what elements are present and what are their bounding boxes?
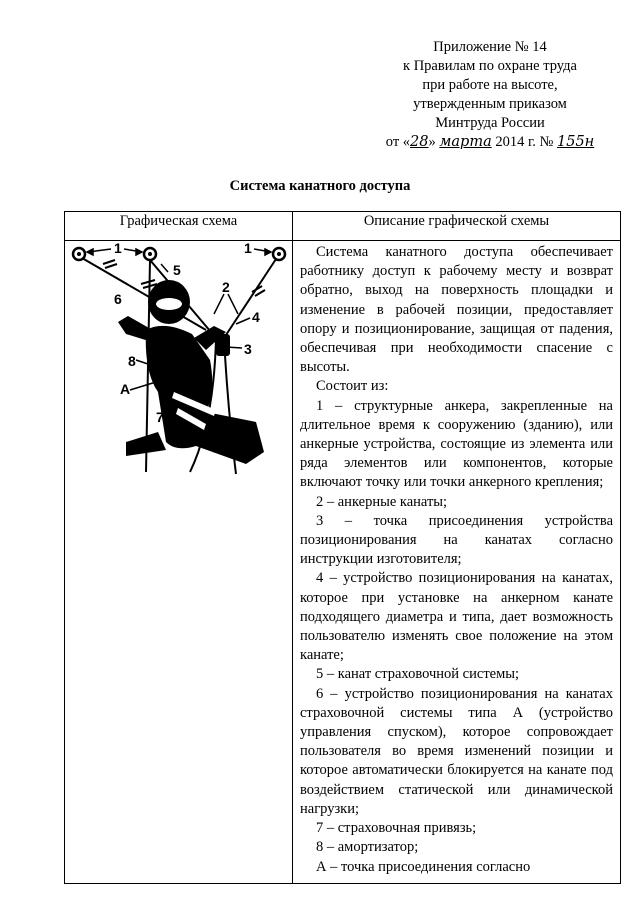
approval-block (340, 38, 640, 152)
description-paragraph: 1 – структурные анкера, закрепленные на длительное время к сооружению (зданию), или анкерные устройства, состоящие из элемента или ряда элементов или компонентов, которые включают точку или точки анкерного крепления; (300, 397, 613, 491)
description-paragraph: 8 – амортизатор; (316, 839, 419, 856)
label-4: 4 (252, 309, 260, 325)
label-7: 7 (156, 409, 164, 425)
appendix-rules: к Правилам по охране труда (403, 58, 577, 74)
description-paragraph: 4 – устройство позиционирования на канатах, которое при установке на анкерном канате подходящего диаметра и типа, дает возможность пользователю изменять свое положение на этом канате; (300, 570, 613, 664)
appendix-scope: при работе на высоте, (422, 77, 558, 93)
description-paragraph: Состоит из: (316, 378, 389, 395)
label-1b: 1 (244, 242, 252, 256)
order-number: 155н (557, 134, 595, 150)
description-paragraph: 7 – страховочная привязь; (316, 820, 477, 837)
appendix-ministry: Минтруда России (435, 115, 545, 131)
description-paragraph: А – точка присоединения согласно (316, 858, 531, 875)
description-paragraph: 2 – анкерные канаты; (316, 493, 448, 510)
label-3: 3 (244, 341, 252, 357)
scheme-table (64, 211, 621, 884)
description-cell (293, 241, 621, 884)
date-month: марта (439, 134, 492, 150)
label-8: 8 (128, 353, 136, 369)
date-day: 28 (410, 134, 429, 150)
header-graphic: Графическая схема (65, 212, 293, 241)
date-year: 2014 г. № (495, 134, 554, 150)
label-1a: 1 (114, 242, 122, 256)
table-header-row (65, 212, 621, 241)
date-sep: » (428, 134, 436, 150)
label-5: 5 (173, 262, 181, 278)
header-description: Описание графической схемы (293, 212, 621, 241)
label-6: 6 (114, 291, 122, 307)
document-title: Система канатного доступа (229, 178, 411, 194)
description-paragraph: 5 – канат страховочной системы; (316, 666, 520, 683)
label-2: 2 (222, 279, 230, 295)
date-prefix: от « (385, 134, 411, 150)
description-paragraph: Система канатного доступа обеспечивает работнику доступ к рабочему месту и возврат обратно, выход на поверхность площадки и изменение в рабочей позиции, предоставляет опору и позиционирование, защищая от падения, обеспечивая при необходимости спасение с высоты. (300, 244, 613, 376)
figure-cell (65, 241, 293, 884)
description-paragraph: 3 – точка присоединения устройства позиционирования на канатах согласно инструкции изготовителя; (300, 512, 613, 568)
appendix-number: Приложение № 14 (433, 39, 547, 55)
appendix-approved: утвержденным приказом (413, 96, 567, 112)
appendix-date-line (340, 133, 640, 152)
rope-access-figure (66, 242, 291, 482)
label-A: А (120, 381, 131, 397)
description-paragraph: 6 – устройство позиционирования на канатах страховочной системы типа А (устройство управления спуском), которое сопровождает пользователя во время изменений позиции и которое автоматически блокируется на канате под воздействием статической или динамической нагрузки; (300, 685, 613, 817)
table-row (65, 241, 621, 884)
